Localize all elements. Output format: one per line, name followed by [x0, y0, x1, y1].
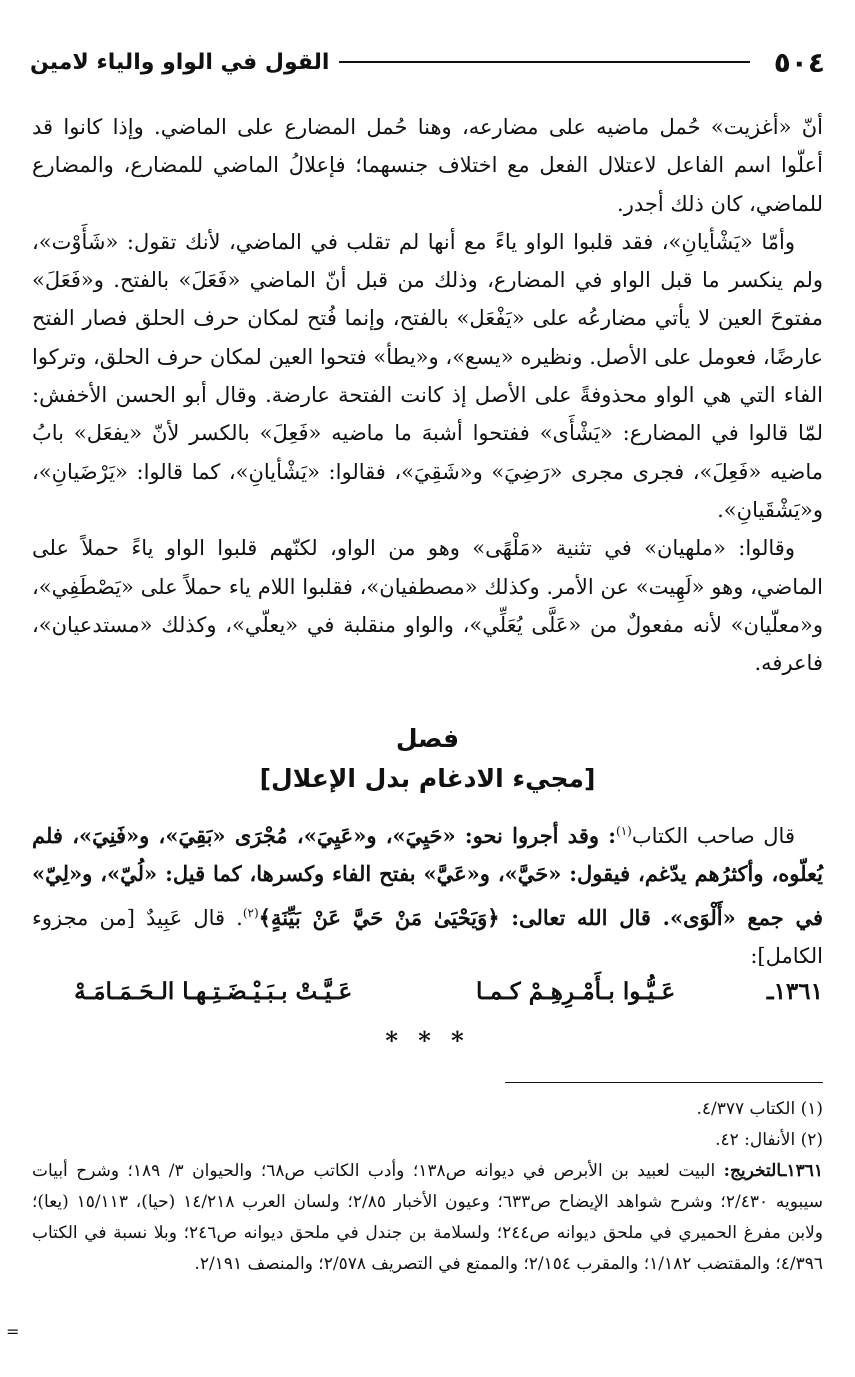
page-number: ٥٠٤ — [773, 45, 825, 79]
quote-intro: قال صاحب الكتاب — [631, 824, 795, 848]
footnotes — [32, 1094, 823, 1280]
quote-paragraph — [32, 812, 823, 975]
footnote-1-number: (١) — [800, 1099, 823, 1119]
footnote-ref-2[interactable]: (٢) — [242, 905, 259, 920]
poem-verse — [32, 978, 823, 1005]
verse-second-half: عَـيَّـتْ بـبَـيْـضَـتِـهـا الـحَـمَـامَـهْ — [74, 978, 353, 1005]
footnote-2-number: (٢) — [800, 1130, 823, 1150]
footnote-takhrij — [32, 1156, 823, 1280]
edge-mark: = — [6, 1322, 20, 1341]
section-title: فصل — [395, 724, 460, 753]
paragraph-3: وقالوا: «ملهيان» في تثنية «مَلْهًى» وهو من الواو، لكنّهم قلبوا الواو ياءً حملاً على الماضي، وهو «لَهِيت» عن الأمر. وكذلك «مصطفيان»، فقلبوا اللام ياء حملاً على «يَصْطَفِي»، و«معلّيان» لأنه مفعولٌ من «عَلَّى يُعَلِّي»، والواو منقلبة في «يعلّي»، وكذلك «مستدعيان»، فاعرفه. — [32, 536, 823, 676]
running-title: القول في الواو والياء لامين — [30, 49, 330, 75]
verse-first-half: عَـيُّـوا بـأَمْـرِهِـمْ كـمـا — [476, 978, 676, 1005]
footnote-ref-1[interactable]: (١) — [616, 824, 632, 838]
footnote-1-text: الكتاب ٤/٣٧٧. — [696, 1099, 796, 1119]
footnote-1 — [32, 1094, 823, 1125]
header-rule — [339, 61, 749, 63]
author-quote — [32, 812, 823, 975]
footnote-2 — [32, 1125, 823, 1156]
takhrij-number: ١٣٦١ـ — [781, 1161, 824, 1181]
section-separator: * * * — [385, 1026, 470, 1055]
footnote-2-text: الأنفال: ٤٢. — [715, 1130, 796, 1150]
paragraph-1: أنّ «أغزيت» حُمل ماضيه على مضارعه، وهنا حُمل المضارع على الماضي. وإذا كانوا قد أعلّوا اسم الفاعل لاعتلال الفعل مع اختلاف جنسهما؛ فإعلالُ الماضي للمضارع، والمضارع للماضي، كان ذلك أجدر. — [32, 115, 823, 216]
main-text — [32, 108, 823, 682]
verse-number: ١٣٦١ـ — [766, 978, 823, 1005]
paragraph-2: وأمّا «يَشْأيانِ»، فقد قلبوا الواو ياءً مع أنها لم تقلب في الماضي، لأنك تقول: «شَأَوْت»، ولم ينكسر ما قبل الواو في المضارع، وذلك من قبل أنّ الماضي «فَعَلَ» بالفتح. و«فَعَلَ» مفتوحَ العين لا يأتي مضارعُه على «يَفْعَل» بالفتح، وإنما فُتح لمكان حرف الحلق فصار الفتح عارضًا، فعومل على الأصل. ونظيره «يسع»، و«يطأ» فتحوا العين لمكان حرف الحلق، وتركوا الفاء التي هي الواو محذوفةً على الأصل إذ كانت الفتحة عارضة. وقال أبو الحسن الأخفش: لمّا قالوا في المضارع: «يَشْأَى» ففتحوا أشبهَ ما ماضيه «فَعِلَ» بالكسر لأنّ «يفعَل» بابُ ماضيه «فَعِلَ»، فجرى مجرى «رَضِيَ» و«شَقِيَ»، فقالوا: «يَشْأيانِ»، كما قالوا: «يَرْضَيانِ»، و«يَشْقَيانِ». — [32, 229, 823, 522]
quote-tail: . قال عَبِيدٌ [من مجزوء الكامل]: — [32, 905, 823, 968]
quote-text: : وقد أجروا نحو: «حَيِيَ»، و«عَيِيَ»، مُجْرَى «بَقِيَ»، و«فَنِيَ»، فلم يُعلّوه، وأكثرُهم يدّغم، فيقول: «حَيَّ»، و«عَيَّ» بفتح الفاء وكسرها، كما قيل: «لُيّ»، و«لِيّ» في جمع «أَلْوَى». قال الله تعالى: ﴿وَيَحْيَىٰ مَنْ حَيَّ عَنْ بَيِّنَةٍ﴾ — [32, 823, 824, 930]
footnote-rule — [505, 1082, 823, 1083]
takhrij-text: البيت لعبيد بن الأبرص في ديوانه ص١٣٨؛ وأدب الكاتب ص٦٨؛ والحيوان ٣/ ١٨٩؛ وشرح أبيات سيبويه ٢/٤٣٠؛ وشرح شواهد الإيضاح ص٦٣٣؛ وعيون الأخبار ٢/٨٥؛ ولسان العرب ١٤/٢١٨ (حيا)، ١٥/١١٣ (يعا)؛ ولابن مفرغ الحميري في ملحق ديوانه ص٢٤٤؛ ولسلامة بن جندل في ملحق ديوانه ص٢٤٦؛ وبلا نسبة في الكتاب ٤/٣٩٦؛ والمقتضب ١/١٨٢؛ والمقرب ٢/١٥٤؛ والممتع في التصريف ٢/٥٧٨؛ والمنصف ٢/١٩١. — [32, 1161, 824, 1274]
section-subtitle: [مجيء الادغام بدل الإعلال] — [259, 764, 596, 793]
page-header — [30, 44, 825, 80]
takhrij-label: التخريج: — [723, 1161, 782, 1181]
